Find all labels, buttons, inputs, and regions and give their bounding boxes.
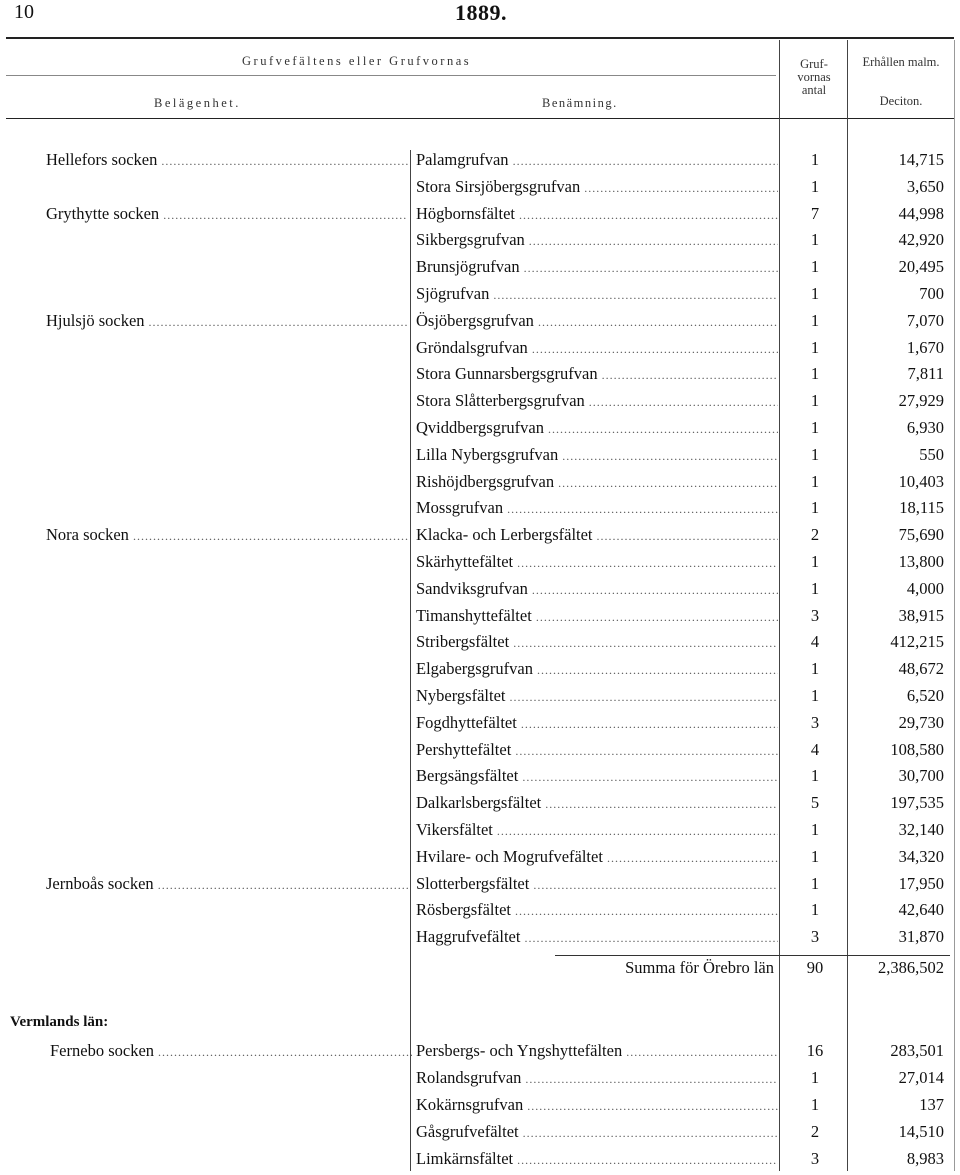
count-cell: 3 bbox=[810, 605, 820, 625]
count-cell: 4 bbox=[810, 632, 820, 652]
table-row bbox=[0, 579, 960, 605]
ore-value-cell: 412,215 bbox=[890, 632, 944, 652]
ore-value-cell: 20,495 bbox=[898, 257, 944, 277]
table-row bbox=[0, 847, 960, 873]
count-cell: 1 bbox=[810, 444, 820, 464]
table-row bbox=[0, 472, 960, 498]
table-row bbox=[0, 1149, 960, 1175]
table-row bbox=[0, 498, 960, 524]
mine-name-cell: Stribergsfältet ..... bbox=[416, 632, 778, 652]
ore-value-cell: 30,700 bbox=[898, 766, 944, 786]
count-cell: 1 bbox=[810, 230, 820, 250]
count-cell: 1 bbox=[810, 552, 820, 571]
count-cell: 1 bbox=[810, 498, 820, 518]
mine-name-cell: Bergsängsfältet ..... bbox=[416, 766, 778, 786]
mine-name-cell: Mossgrufvan ..... bbox=[416, 498, 778, 518]
mine-name-cell: Sandviksgrufvan ..... bbox=[416, 579, 778, 599]
county-heading: Vermlands län: bbox=[10, 1014, 109, 1030]
ore-value-cell: 32,140 bbox=[898, 820, 944, 839]
ore-value-cell: 700 bbox=[919, 284, 944, 303]
table-row bbox=[0, 1041, 960, 1067]
parish-cell: Jernboås socken ..... bbox=[46, 874, 408, 894]
table-row bbox=[0, 686, 960, 712]
count-cell: 1 bbox=[810, 284, 820, 303]
mine-name-cell: Slotterbergsfältet ..... bbox=[416, 874, 778, 894]
mine-name-cell: Elgabergsgrufvan ..... bbox=[416, 659, 778, 679]
ore-value-cell: 10,403 bbox=[898, 471, 944, 491]
summary-row bbox=[0, 958, 960, 984]
mine-name-cell: Fogdhyttefältet ..... bbox=[416, 713, 778, 733]
mine-name-cell: Timanshyttefältet ..... bbox=[416, 606, 778, 626]
header-group-title: Grufvefältens eller Grufvornas bbox=[242, 54, 472, 68]
table-row bbox=[0, 632, 960, 658]
mine-name-cell: Rösbergsfältet ..... bbox=[416, 900, 778, 920]
table-row bbox=[0, 552, 960, 578]
table-row bbox=[0, 1068, 960, 1094]
count-cell: 4 bbox=[810, 739, 820, 759]
ore-value-cell: 42,920 bbox=[898, 230, 944, 250]
table-row bbox=[0, 900, 960, 926]
mine-name-cell: Qviddbergsgrufvan ..... bbox=[416, 418, 778, 438]
count-cell: 1 bbox=[810, 418, 820, 437]
ore-value-cell: 7,070 bbox=[906, 310, 944, 330]
count-cell: 1 bbox=[810, 471, 820, 491]
ore-value-cell: 31,870 bbox=[898, 927, 944, 947]
mine-name-cell: Vikersfältet ..... bbox=[416, 820, 778, 840]
mine-name-cell: Haggrufvefältet ..... bbox=[416, 927, 778, 947]
table-row bbox=[0, 391, 960, 417]
ore-value-cell: 29,730 bbox=[898, 712, 944, 732]
table-row bbox=[0, 766, 960, 792]
ore-value-cell: 27,929 bbox=[898, 391, 944, 411]
count-cell: 1 bbox=[810, 1095, 820, 1114]
table-row bbox=[0, 793, 960, 819]
ore-value-cell: 14,510 bbox=[898, 1122, 944, 1141]
ore-value-cell: 283,501 bbox=[890, 1041, 944, 1060]
mine-name-cell: Lilla Nybergsgrufvan ..... bbox=[416, 445, 778, 465]
count-cell: 1 bbox=[810, 846, 820, 866]
ore-value-cell: 108,580 bbox=[890, 739, 944, 759]
mine-name-cell: Gåsgrufvefältet ..... bbox=[416, 1122, 778, 1142]
page-number: 10 bbox=[14, 1, 34, 23]
header-sub-rule bbox=[6, 75, 776, 76]
mine-name-cell: Palamgrufvan ..... bbox=[416, 150, 778, 170]
header-count-line2: vornas bbox=[797, 70, 831, 84]
header-ore-line2: Deciton. bbox=[879, 94, 923, 108]
count-cell: 1 bbox=[810, 578, 820, 598]
mine-name-cell: Persbergs- och Yngshyttefälten ..... bbox=[416, 1041, 778, 1061]
count-cell: 2 bbox=[810, 1122, 820, 1141]
mine-name-cell: Sjögrufvan ..... bbox=[416, 284, 778, 304]
mine-name-cell: Rishöjdbergsgrufvan ..... bbox=[416, 472, 778, 492]
count-cell: 1 bbox=[810, 337, 820, 357]
page-year: 1889. bbox=[455, 0, 507, 25]
count-cell: 1 bbox=[810, 391, 820, 411]
count-cell: 3 bbox=[810, 712, 820, 732]
mine-name-cell: Ösjöbergsgrufvan ..... bbox=[416, 311, 778, 331]
parish-cell: Hellefors socken ..... bbox=[46, 150, 408, 170]
count-cell: 1 bbox=[810, 766, 820, 786]
header-ore bbox=[846, 56, 956, 108]
table-row bbox=[0, 418, 960, 444]
header-count-line3: antal bbox=[801, 83, 827, 97]
table-row bbox=[0, 338, 960, 364]
count-cell: 1 bbox=[810, 900, 820, 920]
count-cell: 1 bbox=[810, 686, 820, 705]
table-row bbox=[0, 1095, 960, 1121]
mine-name-cell: Dalkarlsbergsfältet ..... bbox=[416, 793, 778, 813]
header-count bbox=[784, 58, 844, 97]
table-row bbox=[0, 204, 960, 230]
table-row bbox=[0, 364, 960, 390]
table-row bbox=[0, 606, 960, 632]
table-row bbox=[0, 445, 960, 471]
mine-name-cell: Klacka- och Lerbergsfältet ..... bbox=[416, 525, 778, 545]
count-cell: 1 bbox=[810, 150, 820, 169]
parish-cell: Fernebo socken ..... bbox=[50, 1041, 412, 1061]
count-cell: 1 bbox=[810, 1068, 820, 1087]
table-row bbox=[0, 257, 960, 283]
count-cell: 3 bbox=[810, 927, 820, 947]
count-cell: 1 bbox=[810, 364, 820, 384]
mine-name-cell: Högbornsfältet ..... bbox=[416, 204, 778, 224]
table-row bbox=[0, 740, 960, 766]
mine-name-cell: Skärhyttefältet ..... bbox=[416, 552, 778, 572]
ore-value-cell: 137 bbox=[919, 1095, 944, 1114]
header-count-line1: Gruf- bbox=[800, 57, 828, 71]
table-row bbox=[0, 177, 960, 203]
county-heading-row bbox=[0, 1014, 960, 1040]
ore-value-cell: 42,640 bbox=[898, 900, 944, 920]
mine-name-cell: Stora Gunnarsbergsgrufvan ..... bbox=[416, 364, 778, 384]
count-cell: 1 bbox=[810, 659, 820, 679]
count-cell: 1 bbox=[810, 310, 820, 330]
table-row bbox=[0, 713, 960, 739]
mine-name-cell: Gröndalsgrufvan ..... bbox=[416, 338, 778, 358]
ore-value-cell: 3,650 bbox=[906, 176, 944, 196]
summary-value: 2,386,502 bbox=[878, 958, 944, 977]
table-row bbox=[0, 820, 960, 846]
ore-value-cell: 6,930 bbox=[906, 418, 944, 437]
header-ore-line1: Erhållen malm. bbox=[862, 55, 940, 69]
table-row bbox=[0, 525, 960, 551]
mine-name-cell: Stora Sirsjöbergsgrufvan ..... bbox=[416, 177, 778, 197]
ore-value-cell: 38,915 bbox=[898, 605, 944, 625]
ore-value-cell: 7,811 bbox=[907, 364, 944, 384]
count-cell: 2 bbox=[810, 525, 820, 545]
mine-name-cell: Pershyttefältet ..... bbox=[416, 740, 778, 760]
parish-cell: Hjulsjö socken ..... bbox=[46, 311, 408, 331]
ore-value-cell: 6,520 bbox=[906, 686, 944, 705]
table-row bbox=[0, 284, 960, 310]
table-row bbox=[0, 927, 960, 953]
ore-value-cell: 550 bbox=[919, 444, 944, 464]
mine-name-cell: Sikbergsgrufvan ..... bbox=[416, 230, 778, 250]
mine-name-cell: Rolandsgrufvan ..... bbox=[416, 1068, 778, 1088]
summary-label: Summa för Örebro län bbox=[625, 958, 774, 977]
count-cell: 7 bbox=[810, 203, 820, 223]
ore-value-cell: 1,670 bbox=[906, 337, 944, 357]
header-name: Benämning. bbox=[542, 96, 618, 110]
ore-value-cell: 34,320 bbox=[898, 846, 944, 866]
ore-value-cell: 44,998 bbox=[898, 203, 944, 223]
summary-rule bbox=[555, 955, 950, 956]
mine-name-cell: Limkärnsfältet ..... bbox=[416, 1149, 778, 1169]
count-cell: 16 bbox=[806, 1041, 824, 1060]
header-top-rule bbox=[6, 37, 954, 39]
ore-value-cell: 14,715 bbox=[898, 150, 944, 169]
mine-name-cell: Hvilare- och Mogrufvefältet ..... bbox=[416, 847, 778, 867]
count-cell: 1 bbox=[810, 873, 820, 893]
count-cell: 5 bbox=[810, 793, 820, 813]
ore-value-cell: 8,983 bbox=[906, 1149, 944, 1168]
mine-name-cell: Nybergsfältet ..... bbox=[416, 686, 778, 706]
ore-value-cell: 75,690 bbox=[898, 525, 944, 545]
parish-cell: Nora socken ..... bbox=[46, 525, 408, 545]
count-cell: 1 bbox=[810, 820, 820, 839]
parish-cell: Grythytte socken ..... bbox=[46, 204, 408, 224]
mine-name-cell: Kokärnsgrufvan ..... bbox=[416, 1095, 778, 1115]
ore-value-cell: 197,535 bbox=[890, 793, 944, 813]
table-row bbox=[0, 311, 960, 337]
table-row bbox=[0, 1122, 960, 1148]
ore-value-cell: 4,000 bbox=[906, 578, 944, 598]
header-bottom-rule bbox=[6, 118, 954, 119]
table-row bbox=[0, 874, 960, 900]
table-row bbox=[0, 659, 960, 685]
ore-value-cell: 18,115 bbox=[899, 498, 944, 518]
summary-count: 90 bbox=[806, 958, 824, 977]
mine-name-cell: Brunsjögrufvan ..... bbox=[416, 257, 778, 277]
ore-value-cell: 27,014 bbox=[898, 1068, 944, 1087]
mine-name-cell: Stora Slåtterbergsgrufvan ..... bbox=[416, 391, 778, 411]
ore-value-cell: 48,672 bbox=[898, 659, 944, 679]
count-cell: 3 bbox=[810, 1149, 820, 1168]
table-row bbox=[0, 230, 960, 256]
table-row bbox=[0, 150, 960, 176]
ore-value-cell: 13,800 bbox=[898, 552, 944, 571]
count-cell: 1 bbox=[810, 176, 820, 196]
header-location: Belägenhet. bbox=[154, 96, 241, 110]
count-cell: 1 bbox=[810, 257, 820, 277]
ore-value-cell: 17,950 bbox=[898, 873, 944, 893]
